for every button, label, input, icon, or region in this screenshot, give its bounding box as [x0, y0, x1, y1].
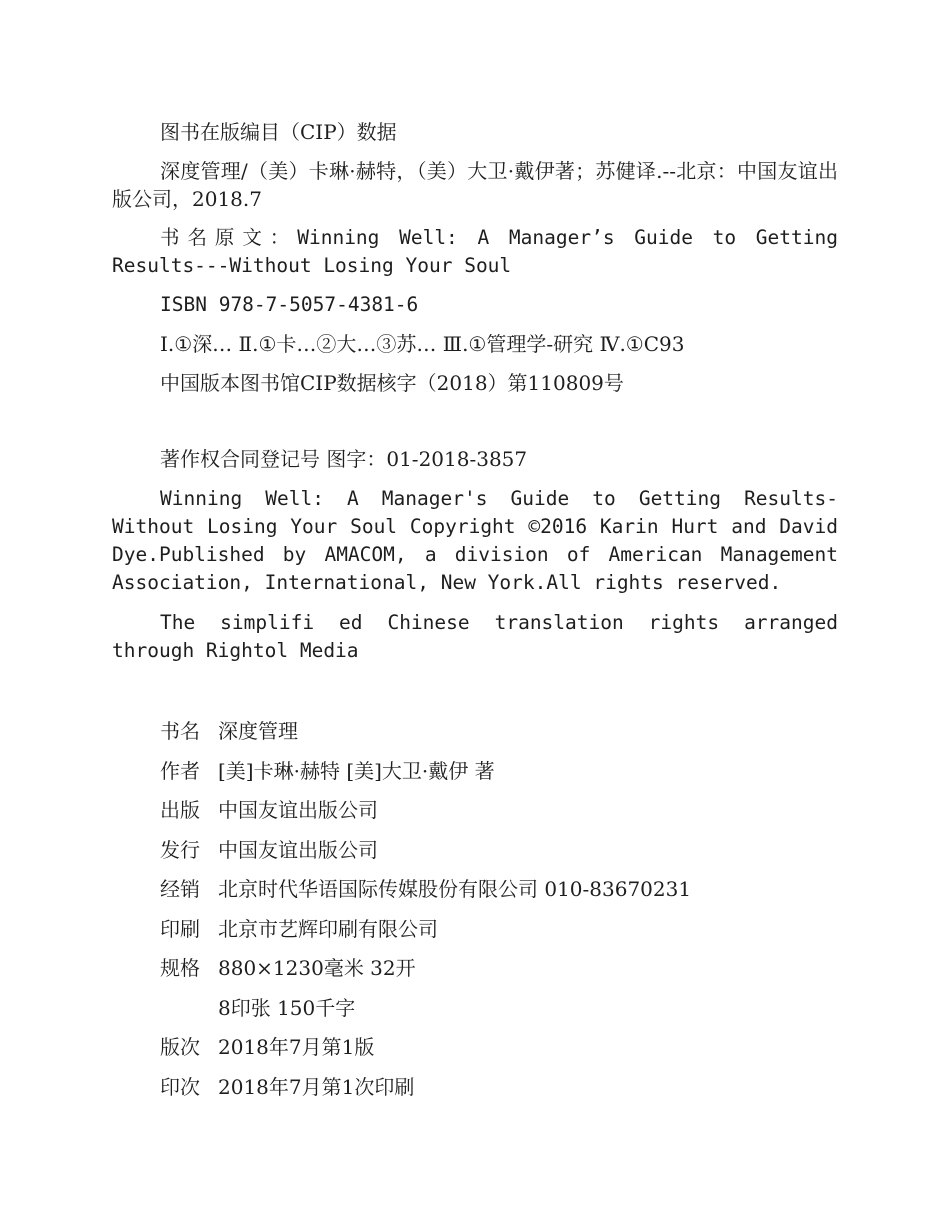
- original-title: 书名原文：Winning Well: A Manager’s Guide to Getting Results---Without Losing Your Soul: [112, 226, 838, 277]
- colophon-label: 经销: [160, 877, 200, 901]
- colophon-value: 8印张 150千字: [218, 995, 356, 1020]
- colophon-row-printer: [160, 915, 838, 943]
- colophon-label: 印刷: [160, 916, 200, 941]
- colophon-label: 印次: [160, 1074, 200, 1099]
- copyright-notice: Winning Well: A Manager's Guide to Getting Results-Without Losing Your Soul Copyright ©2016 Karin Hurt and David Dye.Published by AMACOM, a division of American Management Association, International, New York.All rights reserved.: [112, 487, 838, 594]
- colophon-value: 北京时代华语国际传媒股份有限公司 010-83670231: [218, 877, 692, 901]
- colophon-value: 深度管理: [218, 719, 298, 743]
- colophon-row-format: [160, 954, 838, 982]
- translation-rights: The simplifi ed Chinese translation rights arranged through Rightol Media: [112, 611, 838, 662]
- copyright-registration: 著作权合同登记号 图字：01-2018-3857: [160, 447, 528, 471]
- colophon-row-seller: [160, 875, 838, 903]
- colophon-value: 880×1230毫米 32开: [218, 956, 416, 980]
- isbn: ISBN 978-7-5057-4381-6: [160, 293, 419, 316]
- colophon: [112, 717, 838, 1101]
- colophon-row-printing: [160, 1073, 838, 1101]
- colophon-row-title: [160, 717, 838, 745]
- cip-entry: 深度管理/（美）卡琳·赫特，（美）大卫·戴伊著；苏健译.--北京：中国友谊出版公司，2018.7: [112, 159, 838, 211]
- colophon-value: 北京市艺辉印刷有限公司: [218, 916, 438, 941]
- colophon-label: [160, 994, 218, 1022]
- colophon-value: 2018年7月第1版: [218, 1035, 375, 1059]
- colophon-label: 出版: [160, 798, 200, 822]
- cip-record-number: 中国版本图书馆CIP数据核字（2018）第110809号: [160, 371, 624, 395]
- colophon-label: 版次: [160, 1035, 200, 1059]
- colophon-label: 作者: [160, 758, 200, 783]
- colophon-row-author: [160, 757, 838, 785]
- colophon-row-sheets: [160, 994, 838, 1022]
- classification: Ⅰ.①深… Ⅱ.①卡…②大…③苏… Ⅲ.①管理学-研究 Ⅳ.①C93: [160, 332, 685, 356]
- colophon-label: 书名: [160, 719, 200, 743]
- colophon-label: 规格: [160, 956, 200, 980]
- copyright-page: [112, 118, 838, 1101]
- colophon-value: 中国友谊出版公司: [218, 798, 378, 822]
- colophon-row-publisher: [160, 796, 838, 824]
- colophon-row-distributor: [160, 836, 838, 864]
- cip-heading: 图书在版编目（CIP）数据: [160, 120, 397, 144]
- colophon-value: 2018年7月第1次印刷: [218, 1074, 415, 1099]
- colophon-label: 发行: [160, 837, 200, 862]
- colophon-value: [美]卡琳·赫特 [美]大卫·戴伊 著: [218, 758, 495, 783]
- colophon-row-edition: [160, 1033, 838, 1061]
- colophon-value: 中国友谊出版公司: [218, 837, 378, 862]
